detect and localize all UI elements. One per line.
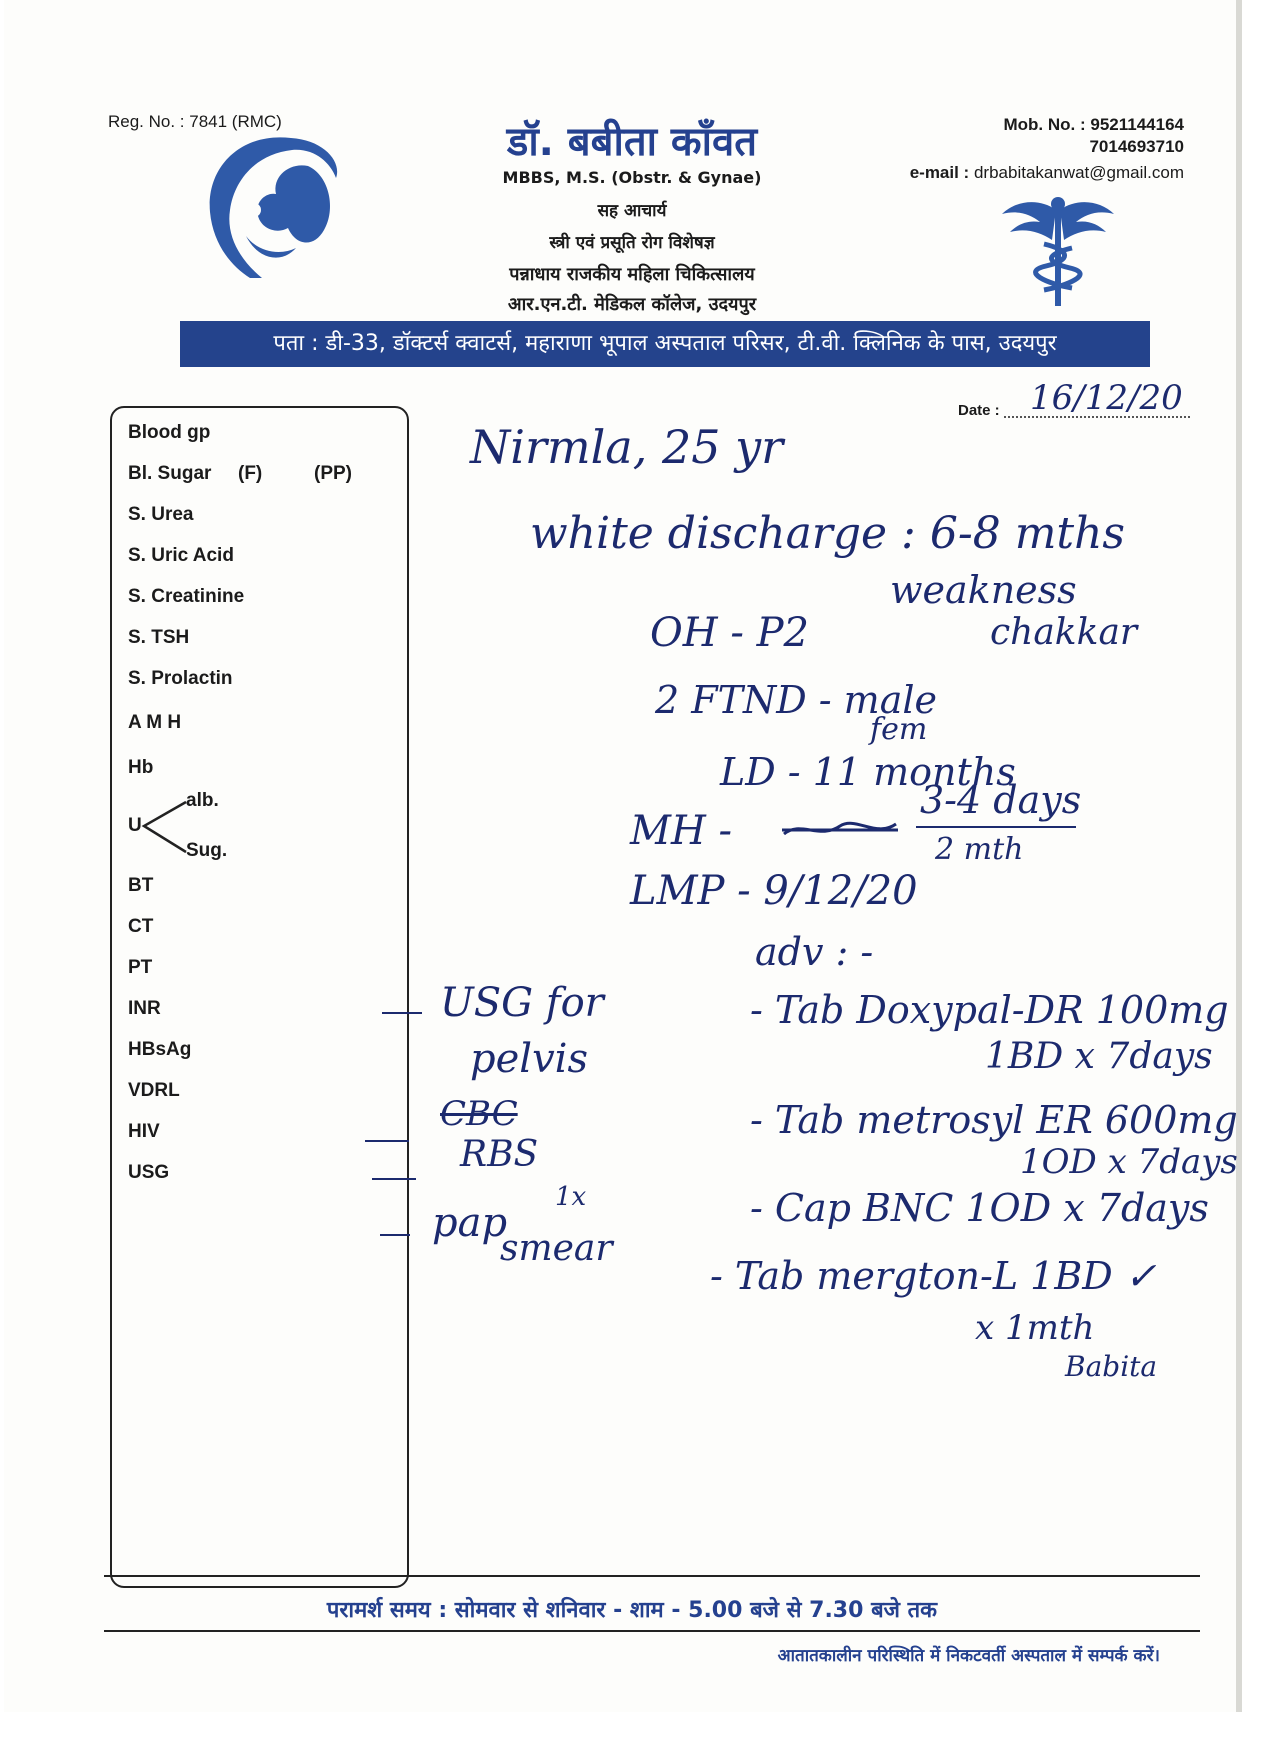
test-prolactin: S. Prolactin bbox=[128, 668, 233, 689]
note-last-delivery: LD - 11 months bbox=[720, 750, 1016, 794]
test-amh: A M H bbox=[128, 712, 182, 733]
test-uric-acid: S. Uric Acid bbox=[128, 545, 234, 566]
test-urine-albumin: alb. bbox=[186, 790, 219, 811]
mobile-numbers bbox=[1004, 114, 1185, 158]
inv-smear: smear bbox=[500, 1228, 613, 1269]
email-address: drbabitakanwat@gmail.com bbox=[973, 163, 1184, 182]
inv-dash-3 bbox=[372, 1178, 416, 1180]
footer-rule-top bbox=[104, 1575, 1200, 1577]
test-blood-group: Blood gp bbox=[128, 422, 211, 443]
inv-pap: pap bbox=[432, 1200, 508, 1246]
test-usg: USG bbox=[128, 1162, 170, 1183]
note-obstetric-history: OH - P2 bbox=[650, 610, 809, 656]
mobile-label: Mob. No. : bbox=[1003, 115, 1086, 134]
note-chakkar: chakkar bbox=[990, 612, 1138, 653]
test-vdrl: VDRL bbox=[128, 1080, 180, 1101]
mobile-number-2: 7014693710 bbox=[1089, 137, 1184, 156]
consultation-hours: परामर्श समय : सोमवार से शनिवार - शाम - 5.00 बजे से 7.30 बजे तक bbox=[326, 1598, 938, 1623]
caduceus-icon bbox=[1000, 192, 1116, 310]
emergency-note: आतातकालीन परिस्थिति में निकटवर्ती अस्पताल में सम्पर्क करें। bbox=[777, 1646, 1160, 1666]
doctor-name: डॉ. बबीता काँवत bbox=[506, 119, 758, 165]
college-name: आर.एन.टी. मेडिकल कॉलेज, उदयपुर bbox=[507, 294, 757, 315]
test-urine: U bbox=[128, 815, 142, 836]
inv-dash-2 bbox=[365, 1140, 409, 1142]
inv-pelvis: pelvis bbox=[470, 1036, 588, 1082]
rx-mergton-duration: x 1mth bbox=[975, 1308, 1095, 1348]
test-serum-urea: S. Urea bbox=[128, 504, 194, 525]
note-female: fem bbox=[870, 712, 928, 747]
note-menstrual-history: MH - bbox=[630, 808, 733, 854]
inv-usg: USG for bbox=[440, 980, 604, 1026]
footer-rule-bottom bbox=[104, 1630, 1200, 1632]
note-cycle: 2 mth bbox=[935, 832, 1024, 867]
note-flow-days: 3-4 days bbox=[920, 778, 1082, 822]
test-urine-sugar: Sug. bbox=[186, 840, 228, 861]
test-hiv: HIV bbox=[128, 1121, 160, 1142]
test-bt: BT bbox=[128, 875, 154, 896]
test-blood-sugar: Bl. Sugar bbox=[128, 463, 212, 484]
inv-dash-1 bbox=[382, 1012, 422, 1014]
test-blood-sugar-fasting: (F) bbox=[238, 463, 263, 484]
cycle-divider bbox=[916, 826, 1076, 828]
struck-text-scribble bbox=[780, 810, 900, 850]
note-deliveries: 2 FTND - male bbox=[655, 678, 938, 722]
note-patient-name: Nirmla, 25 yr bbox=[470, 420, 784, 474]
email-line bbox=[910, 163, 1184, 183]
test-ct: CT bbox=[128, 916, 154, 937]
investigation-box bbox=[110, 406, 409, 1588]
note-lmp: LMP - 9/12/20 bbox=[630, 868, 918, 914]
rx-doxypal: - Tab Doxypal-DR 100mg bbox=[750, 988, 1229, 1032]
rx-metrosyl: - Tab metrosyl ER 600mg bbox=[750, 1098, 1238, 1142]
urine-branch-lines bbox=[140, 798, 190, 858]
rx-doxypal-dose: 1BD x 7days bbox=[985, 1036, 1213, 1077]
note-weakness: weakness bbox=[890, 568, 1077, 612]
inv-frequency: 1x bbox=[555, 1182, 587, 1212]
test-tsh: S. TSH bbox=[128, 627, 190, 648]
specialty: स्त्री एवं प्रसूति रोग विशेषज्ञ bbox=[549, 233, 715, 253]
test-inr: INR bbox=[128, 998, 161, 1019]
inv-dash-4 bbox=[380, 1234, 410, 1236]
rx-mergton: - Tab mergton-L 1BD ✓ bbox=[710, 1254, 1157, 1298]
rx-metrosyl-dose: 1OD x 7days bbox=[1020, 1142, 1238, 1182]
note-advice: adv : - bbox=[755, 930, 874, 974]
test-blood-sugar-pp: (PP) bbox=[314, 463, 352, 484]
note-complaint: white discharge : 6-8 mths bbox=[530, 508, 1126, 559]
qualification: MBBS, M.S. (Obstr. & Gynae) bbox=[502, 168, 762, 187]
hospital-name: पन्नाधाय राजकीय महिला चिकित्सालय bbox=[509, 264, 755, 285]
rx-bnc: - Cap BNC 1OD x 7days bbox=[750, 1186, 1209, 1230]
address-bar: पता : डी-33, डॉक्टर्स क्वाटर्स, महाराणा भूपाल अस्पताल परिसर, टी.वी. क्लिनिक के पास, उदयपुर bbox=[180, 321, 1150, 367]
test-pt: PT bbox=[128, 957, 153, 978]
test-creatinine: S. Creatinine bbox=[128, 586, 245, 607]
date-value: 16/12/20 bbox=[1030, 378, 1183, 418]
registration-number: Reg. No. : 7841 (RMC) bbox=[108, 112, 282, 131]
inv-cbc-struck: CBC bbox=[440, 1094, 518, 1134]
date-label: Date : bbox=[958, 402, 1000, 419]
email-label: e-mail : bbox=[909, 163, 970, 182]
inv-rbs: RBS bbox=[460, 1134, 539, 1175]
doctor-signature: Babita bbox=[1065, 1350, 1158, 1383]
test-hbsag: HBsAg bbox=[128, 1039, 192, 1060]
designation: सह आचार्य bbox=[597, 201, 667, 221]
mobile-number-1: 9521144164 bbox=[1090, 115, 1184, 134]
test-hb: Hb bbox=[128, 757, 154, 778]
